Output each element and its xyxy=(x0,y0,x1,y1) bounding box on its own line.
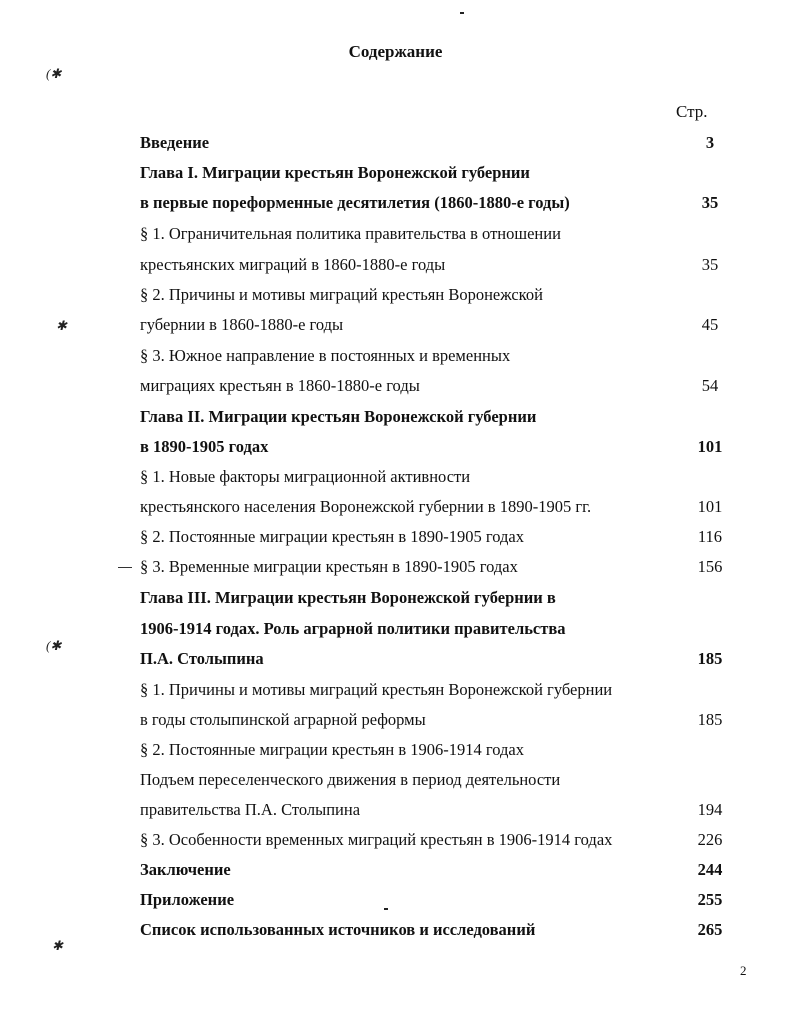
page-number: 2 xyxy=(740,963,747,978)
scan-mark: (✱ xyxy=(46,638,62,653)
toc-entry-page: 54 xyxy=(701,376,719,395)
toc-entry-text: § 1. Новые факторы миграционной активности xyxy=(140,467,471,486)
toc-entry xyxy=(140,193,740,217)
toc-entry xyxy=(140,800,740,824)
toc-entry-text: губернии в 1860-1880-е годы xyxy=(140,315,344,334)
toc-entry-page: 35 xyxy=(701,255,719,274)
toc-entry-text: миграциях крестьян в 1860-1880-е годы xyxy=(140,376,420,395)
toc-entry-page: 185 xyxy=(697,710,723,729)
toc-entry xyxy=(140,710,740,734)
toc-entry-page: 244 xyxy=(697,860,723,879)
toc-entry xyxy=(140,619,740,643)
toc-entry-text: Подъем переселенческого движения в период деятельности xyxy=(140,770,561,789)
toc-entry xyxy=(140,527,740,551)
toc-entry-text: § 3. Временные миграции крестьян в 1890-1905 годах xyxy=(140,557,518,576)
toc-entry-text: Введение xyxy=(140,133,210,152)
toc-entry xyxy=(140,770,740,794)
toc-entry-text: в годы столыпинской аграрной реформы xyxy=(140,710,426,729)
toc-entry-text: крестьянского населения Воронежской губернии в 1890-1905 гг. xyxy=(140,497,592,516)
scan-dot xyxy=(460,12,464,14)
scan-dot xyxy=(384,908,388,910)
toc-entry xyxy=(140,860,740,884)
toc-entry-text: § 2. Постоянные миграции крестьян в 1890-1905 годах xyxy=(140,527,524,546)
toc-entry xyxy=(140,649,740,673)
page-title: Содержание xyxy=(348,42,443,61)
toc-entry xyxy=(140,315,740,339)
toc-entry xyxy=(140,224,740,248)
toc-entry-page: 101 xyxy=(697,497,723,516)
toc-entry-text: Глава I. Миграции крестьян Воронежской губернии xyxy=(140,163,530,182)
toc-entry-text: в 1890-1905 годах xyxy=(140,437,269,456)
toc-entry-text: П.А. Столыпина xyxy=(140,649,264,668)
scan-mark: ✱ xyxy=(56,318,67,333)
toc-entry-page: 116 xyxy=(697,527,723,546)
toc-entry xyxy=(140,497,740,521)
toc-entry-page: 255 xyxy=(697,890,723,909)
toc-entry-page: 226 xyxy=(697,830,723,849)
toc-entry xyxy=(140,557,740,581)
toc-entry xyxy=(140,920,740,944)
toc-entry-text: § 2. Причины и мотивы миграций крестьян Воронежской xyxy=(140,285,543,304)
toc-entry-text: Приложение xyxy=(140,890,235,909)
toc-entry xyxy=(140,133,740,157)
toc-entry-page: 45 xyxy=(701,315,719,334)
page-column-label: Стр. xyxy=(676,102,708,121)
scan-mark: (✱ xyxy=(46,66,62,81)
toc-entry-text: § 1. Причины и мотивы миграций крестьян Воронежской губернии xyxy=(140,680,613,699)
toc-entry-text: Глава II. Миграции крестьян Воронежской губернии xyxy=(140,407,537,426)
toc-entry xyxy=(140,255,740,279)
toc-entry-page: 194 xyxy=(697,800,723,819)
toc-entry xyxy=(140,407,740,431)
toc-entry-text: 1906-1914 годах. Роль аграрной политики правительства xyxy=(140,619,566,638)
toc-entry-text: § 1. Ограничительная политика правительства в отношении xyxy=(140,224,561,243)
toc-entry xyxy=(140,285,740,309)
toc-entry-page: 35 xyxy=(701,193,719,212)
toc-entry-text: § 2. Постоянные миграции крестьян в 1906-1914 годах xyxy=(140,740,524,759)
toc-entry xyxy=(140,740,740,764)
toc-entry-page: 3 xyxy=(705,133,715,152)
toc-entry xyxy=(140,467,740,491)
toc-entry-page: 265 xyxy=(697,920,723,939)
scan-mark: ✱ xyxy=(52,938,63,953)
toc-entry xyxy=(140,588,740,612)
toc-entry xyxy=(140,890,740,914)
toc-entry-text: § 3. Особенности временных миграций крестьян в 1906-1914 годах xyxy=(140,830,613,849)
toc-entry-text: правительства П.А. Столыпина xyxy=(140,800,361,819)
toc-entry-page: 185 xyxy=(697,649,723,668)
toc-entry xyxy=(140,830,740,854)
toc-entry-page: 101 xyxy=(697,437,723,456)
toc-entry-text: в первые пореформенные десятилетия (1860-1880-е годы) xyxy=(140,193,570,212)
toc-entry-text: Заключение xyxy=(140,860,231,879)
toc-entry xyxy=(140,376,740,400)
scan-dash xyxy=(118,567,132,568)
toc-entry-page: 156 xyxy=(697,557,723,576)
toc-entry xyxy=(140,680,740,704)
toc-entry xyxy=(140,163,740,187)
toc-entry xyxy=(140,437,740,461)
toc-entry-text: § 3. Южное направление в постоянных и временных xyxy=(140,346,511,365)
toc-entry-text: крестьянских миграций в 1860-1880-е годы xyxy=(140,255,446,274)
toc-entry-text: Список использованных источников и исследований xyxy=(140,920,536,939)
toc-entry-text: Глава III. Миграции крестьян Воронежской губернии в xyxy=(140,588,556,607)
toc-entry xyxy=(140,346,740,370)
